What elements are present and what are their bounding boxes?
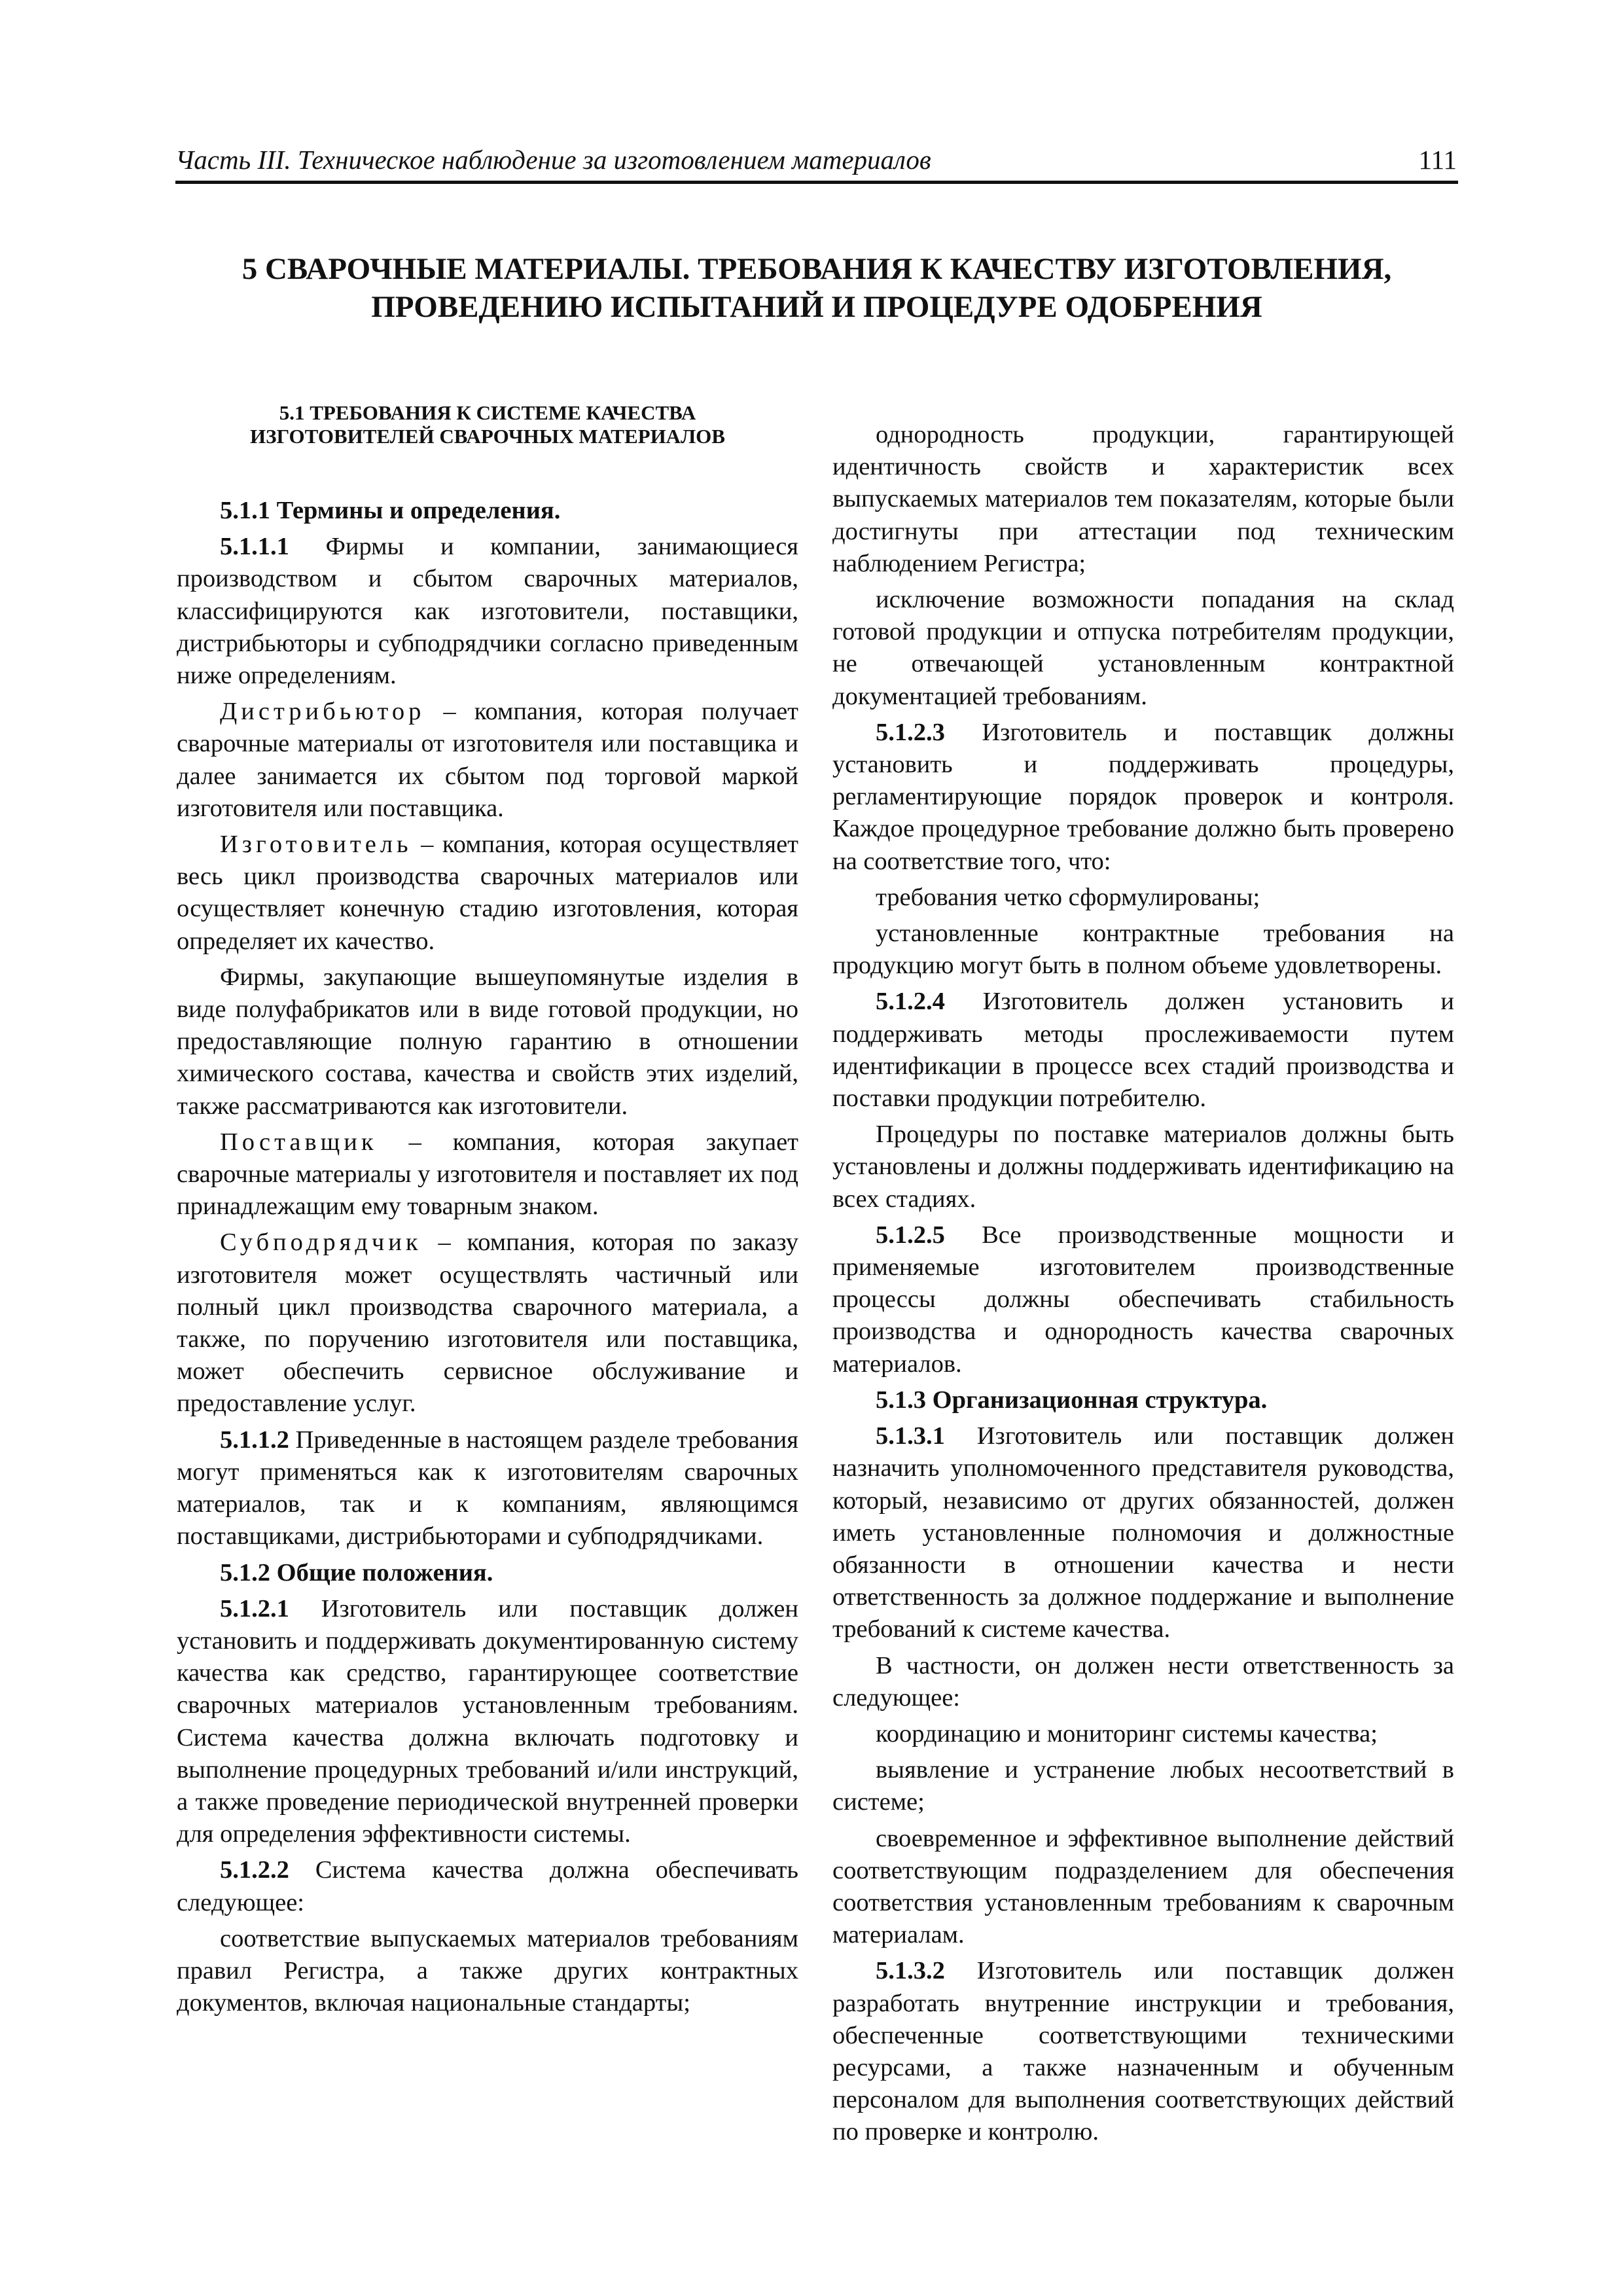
paragraph-5-1-2-4 (832, 986, 1454, 1115)
paragraph-text: Изготовитель или поставщик должен назначить уполномоченного представителя руководства, который, независимо от других обязанностей, должен иметь установленные полномочия и должностные обязанности в отношении качества и нести ответственность за должное поддержание и выполнение требований к системе качества. (832, 1422, 1454, 1643)
right-column (832, 419, 1454, 2153)
list-item-requirements-clear: требования четко сформулированы; (876, 883, 1260, 911)
heading-organization: 5.1.3 Организационная структура. (876, 1386, 1268, 1414)
term-supplier: Поставщик (220, 1128, 378, 1156)
section-title-line-1: 5.1 ТРЕБОВАНИЯ К СИСТЕМЕ КАЧЕСТВА (279, 401, 696, 424)
paragraph-text: Изготовитель или поставщик должен разработать внутренние инструкции и требования, обеспеченные соответствующими техническими ресурсами, а также назначенным и обученным персоналом для выполнения соответствующих действий по проверке и контролю. (832, 1957, 1454, 2146)
clause-number: 5.1.2.3 (876, 718, 945, 746)
definition-manufacturer (177, 829, 798, 958)
paragraph-5-1-1-1 (177, 531, 798, 692)
clause-number: 5.1.2.1 (220, 1594, 289, 1623)
paragraph-5-1-3-1 (832, 1420, 1454, 1645)
list-item-coordination: координацию и мониторинг системы качества; (876, 1719, 1378, 1748)
running-header-title: Часть III. Техническое наблюдение за изготовлением материалов (175, 145, 931, 175)
list-item-nonconformities: выявление и устранение любых несоответствий в системе; (832, 1756, 1454, 1816)
running-header (175, 139, 1458, 184)
list-item-exclusion: исключение возможности попадания на склад готовой продукции и отпуска потребителям продукции, не отвечающей установленным контрактной документацией требованиям. (832, 586, 1454, 710)
list-item-compliance: соответствие выпускаемых материалов требованиям правил Регистра, а также других контрактных документов, включая национальные стандарты; (177, 1924, 798, 2017)
paragraph-5-1-2-1 (177, 1593, 798, 1851)
chapter-title-line-1: 5 СВАРОЧНЫЕ МАТЕРИАЛЫ. ТРЕБОВАНИЯ К КАЧЕСТВУ ИЗГОТОВЛЕНИЯ, (241, 252, 1392, 286)
paragraph-5-1-2-3 (832, 717, 1454, 878)
chapter-title-line-2: ПРОВЕДЕНИЮ ИСПЫТАНИЙ И ПРОЦЕДУРЕ ОДОБРЕНИЯ (371, 290, 1262, 324)
chapter-title (175, 250, 1458, 326)
paragraph-text: Все производственные мощности и применяемые изготовителем производственные процессы должны обеспечивать стабильность производства и однородность качества сварочных материалов. (832, 1221, 1454, 1378)
clause-number: 5.1.1.2 (220, 1426, 289, 1454)
definition-text: – компания, которая закупает сварочные материалы у изготовителя и поставляет их под принадлежащим ему товарным знаком. (177, 1128, 798, 1221)
paragraph-text: Система качества должна обеспечивать следующее: (177, 1856, 798, 1916)
term-subcontractor: Субподрядчик (220, 1229, 422, 1257)
heading-general: 5.1.2 Общие положения. (220, 1558, 493, 1587)
paragraph-text: Изготовитель или поставщик должен установить и поддерживать документированную систему качества как средство, гарантирующее соответствие сварочных материалов установленным требованиям. Система качества должна включать подготовку и выполнение процедурных требований и/или инструкций, а также проведение периодической внутренней проверки для определения эффективности системы. (177, 1594, 798, 1848)
list-item-timely-action: своевременное и эффективное выполнение действий соответствующим подразделением для обеспечения соответствия установленным требованиям к сварочным материалам. (832, 1824, 1454, 1949)
left-column (177, 401, 798, 2023)
paragraph-5-1-3-2 (832, 1955, 1454, 2148)
clause-number: 5.1.3.1 (876, 1422, 945, 1450)
paragraph-5-1-1-2 (177, 1424, 798, 1553)
list-item-uniformity: однородность продукции, гарантирующей идентичность свойств и характеристик всех выпускаемых материалов тем показателям, которые были достигнуты при аттестации под техническим наблюдением Регистра; (832, 421, 1454, 577)
paragraph-delivery-procedures: Процедуры по поставке материалов должны быть установлены и должны поддерживать идентификацию на всех стадиях. (832, 1121, 1454, 1213)
section-title-line-2: ИЗГОТОВИТЕЛЕЙ СВАРОЧНЫХ МАТЕРИАЛОВ (250, 425, 725, 448)
paragraph-firms: Фирмы, закупающие вышеупомянутые изделия в виде полуфабрикатов или в виде готовой продукции, но предоставляющие полную гарантию в отношении химического состава, качества и свойств этих изделий, также рассматриваются как изготовители. (177, 963, 798, 1120)
term-manufacturer: Изготовитель (220, 831, 412, 859)
definition-text: – компания, которая по заказу изготовителя может осуществлять частичный или полный цикл производства сварочного материала, а также, по поручению изготовителя или поставщика, может обеспечить сервисное обслуживание и предоставление услуг. (177, 1229, 798, 1418)
term-distributor: Дистрибьютор (220, 698, 425, 726)
definition-text: – компания, которая получает сварочные материалы от изготовителя или поставщика и далее занимается их сбытом под торговой маркой изготовителя или поставщика. (177, 698, 798, 822)
paragraph-text: Приведенные в настоящем разделе требования могут применяться как к изготовителям сварочных материалов, так и к компаниям, являющимся поставщиками, дистрибьюторами и субподрядчиками. (177, 1426, 798, 1551)
definition-supplier (177, 1126, 798, 1223)
list-item-requirements-met: установленные контрактные требования на продукцию могут быть в полном объеме удовлетворены. (832, 920, 1454, 980)
clause-number: 5.1.2.2 (220, 1856, 289, 1884)
paragraph-text: Фирмы и компании, занимающиеся производством и сбытом сварочных материалов, классифицируются как изготовители, поставщики, дистрибьюторы и субподрядчики согласно приведенным ниже определениям. (177, 533, 798, 690)
page-number: 111 (1418, 145, 1457, 175)
paragraph-text: Изготовитель и поставщик должны установить и поддерживать процедуры, регламентирующие порядок проверок и контроля. Каждое процедурное требование должно быть проверено на соответствие того, что: (832, 718, 1454, 875)
definition-distributor (177, 696, 798, 825)
section-title (177, 401, 798, 448)
definition-subcontractor (177, 1227, 798, 1420)
paragraph-text: Изготовитель должен установить и поддерживать методы прослеживаемости путем идентификации в процессе всех стадий производства и поставки продукции потребителю. (832, 988, 1454, 1113)
paragraph-5-1-2-2 (177, 1854, 798, 1918)
clause-number: 5.1.2.5 (876, 1221, 945, 1249)
clause-number: 5.1.1.1 (220, 533, 289, 561)
clause-number: 5.1.2.4 (876, 988, 945, 1016)
paragraph-responsibility: В частности, он должен нести ответственность за следующее: (832, 1651, 1454, 1712)
paragraph-5-1-2-5 (832, 1219, 1454, 1380)
definition-text: – компания, которая осуществляет весь цикл производства сварочных материалов или осуществляет конечную стадию изготовления, которая определяет их качество. (177, 831, 798, 955)
heading-terms: 5.1.1 Термины и определения. (220, 497, 561, 524)
clause-number: 5.1.3.2 (876, 1957, 945, 1985)
